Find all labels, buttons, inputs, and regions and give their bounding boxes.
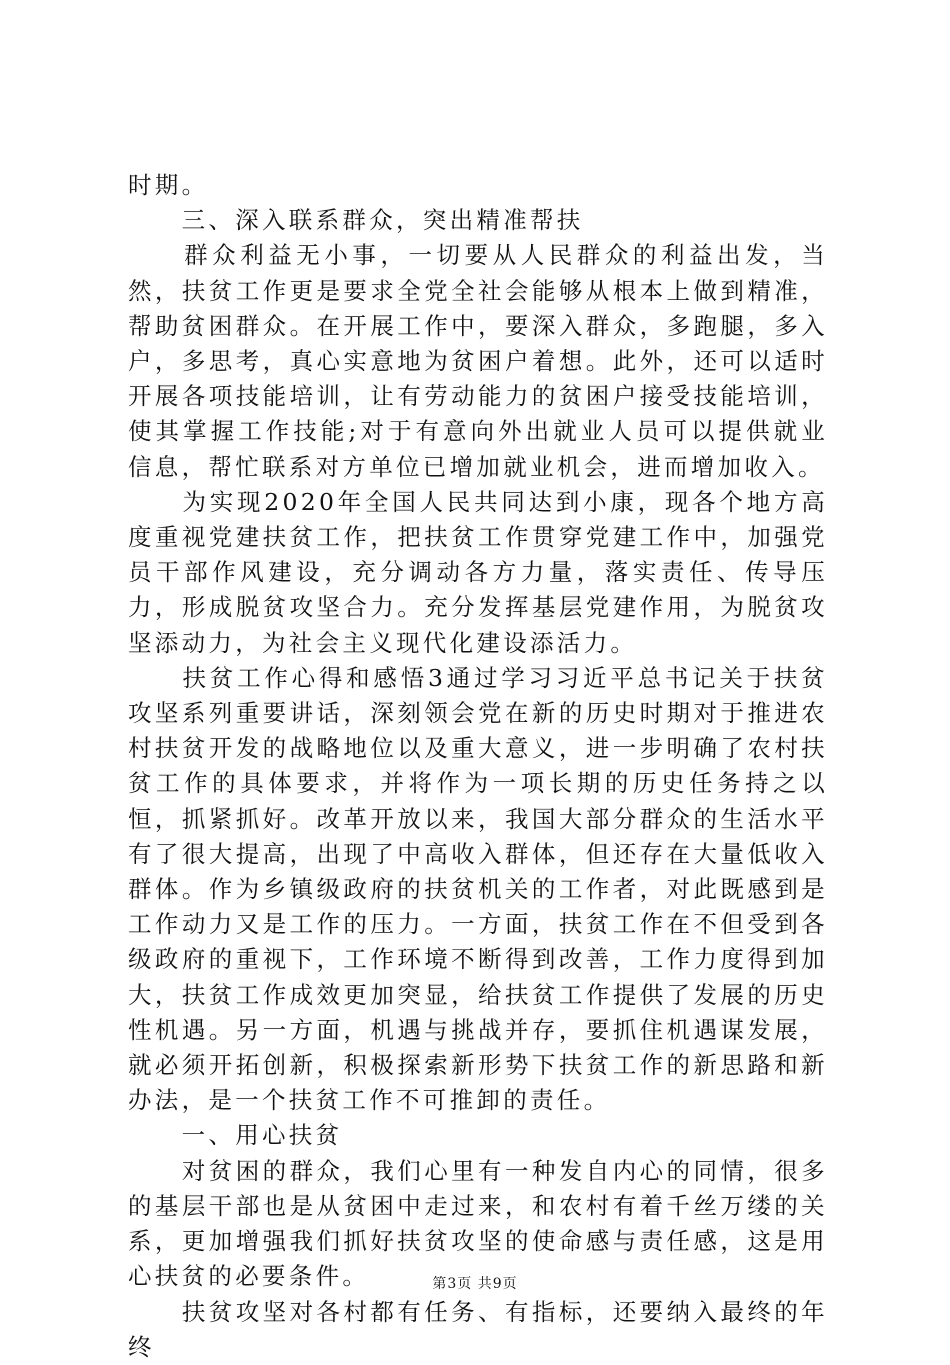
paragraph: 扶贫工作心得和感悟3通过学习习近平总书记关于扶贫攻坚系列重要讲话，深刻领会党在新的历史时期对于推进农村扶贫开发的战略地位以及重大意义，进一步明确了农村扶贫工作的具体要求，并将作为一项长期的历史任务持之以恒，抓紧抓好。改革开放以来，我国大部分群众的生活水平有了很大提高，出现了中高收入群体，但还存在大量低收入群体。作为乡镇级政府的扶贫机关的工作者，对此既感到是工作动力又是工作的压力。一方面，扶贫工作在不但受到各级政府的重视下，工作环境不断得到改善，工作力度得到加大，扶贫工作成效更加突显，给扶贫工作提供了发展的历史性机遇。另一方面，机遇与挑战并存，要抓住机遇谋发展，就必须开拓创新，积极探索新形势下扶贫工作的新思路和新办法，是一个扶贫工作不可推卸的责任。 bbox=[128, 663, 828, 1115]
paragraph: 为实现2020年全国人民共同达到小康，现各个地方高度重视党建扶贫工作，把扶贫工作贯穿党建工作中，加强党员干部作风建设，充分调动各方力量，落实责任、传导压力，形成脱贫攻坚合力。充分发挥基层党建作用，为脱贫攻坚添动力，为社会主义现代化建设添活力。 bbox=[128, 487, 828, 657]
paragraph: 扶贫攻坚对各村都有任务、有指标，还要纳入最终的年终 bbox=[128, 1297, 828, 1361]
page-footer: 第3页 共9页 bbox=[432, 1276, 518, 1292]
document-body bbox=[128, 168, 828, 1365]
section-heading: 一、用心扶贫 bbox=[128, 1121, 343, 1150]
section-heading: 三、深入联系群众，突出精准帮扶 bbox=[128, 206, 584, 235]
paragraph: 时期。 bbox=[128, 171, 209, 199]
paragraph: 群众利益无小事，一切要从人民群众的利益出发，当然，扶贫工作更是要求全党全社会能够从根本上做到精准，帮助贫困群众。在开展工作中，要深入群众，多跑腿，多入户，多思考，真心实意地为贫困户着想。此外，还可以适时开展各项技能培训，让有劳动能力的贫困户接受技能培训，使其掌握工作技能;对于有意向外出就业人员可以提供就业信息，帮忙联系对方单位已增加就业机会，进而增加收入。 bbox=[128, 241, 828, 481]
paragraph: 对贫困的群众，我们心里有一种发自内心的同情，很多的基层干部也是从贫困中走过来，和农村有着千丝万缕的关系，更加增强我们抓好扶贫攻坚的使命感与责任感，这是用心扶贫的必要条件。 bbox=[128, 1156, 828, 1291]
